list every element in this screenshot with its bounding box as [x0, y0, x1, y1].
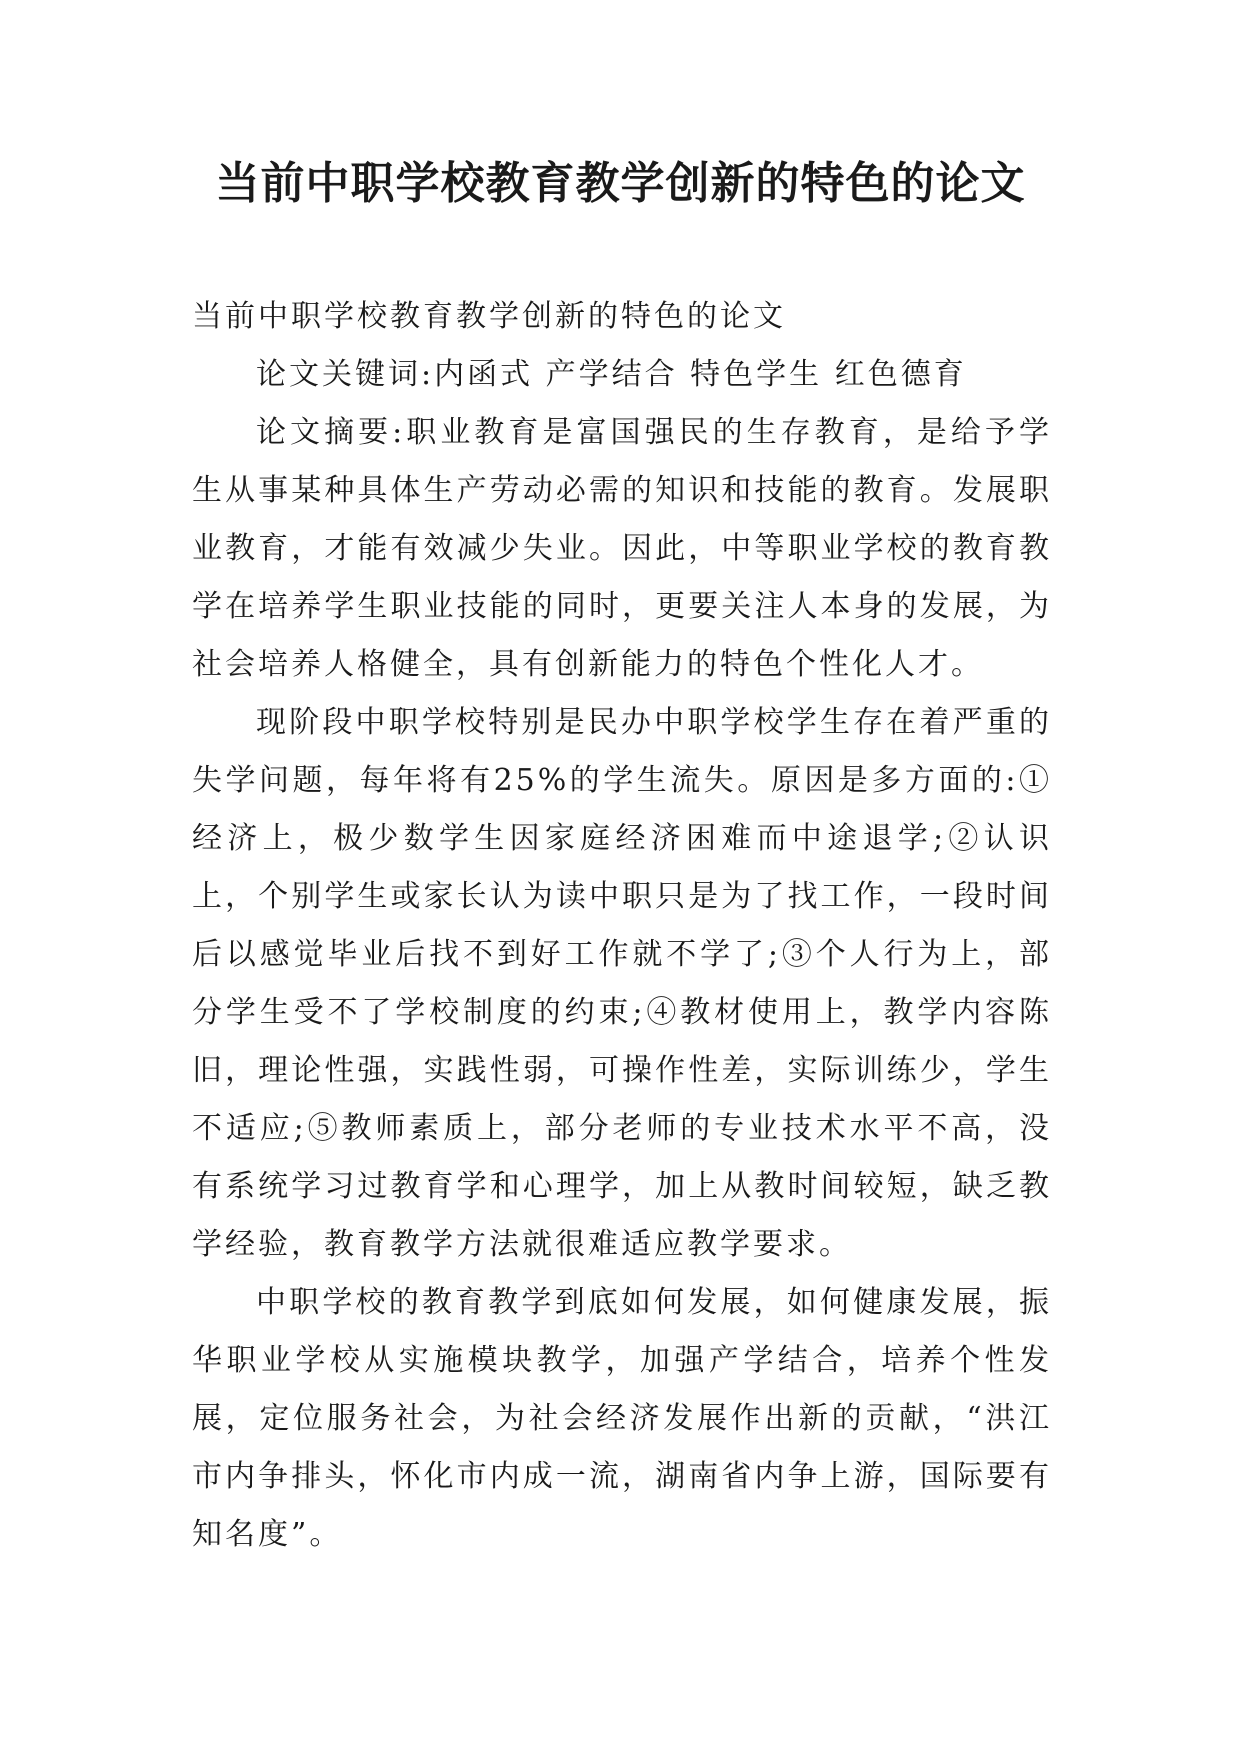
body-paragraph-1: 现阶段中职学校特别是民办中职学校学生存在着严重的失学问题，每年将有25%的学生流失。原因是多方面的:①经济上，极少数学生因家庭经济困难而中途退学;②认识上，个别学生或家长认为读中职只是为了找工作，一段时间后以感觉毕业后找不到好工作就不学了;③个人行为上，部分学生受不了学校制度的约束;④教材使用上，教学内容陈旧，理论性强，实践性弱，可操作性差，实际训练少，学生不适应;⑤教师素质上，部分老师的专业技术水平不高，没有系统学习过教育学和心理学，加上从教时间较短，缺乏教学经验，教育教学方法就很难适应教学要求。 — [192, 705, 1052, 1262]
keywords-paragraph: 论文关键词:内函式 产学结合 特色学生 红色德育 — [256, 357, 967, 392]
document-subtitle: 当前中职学校教育教学创新的特色的论文 — [192, 299, 786, 334]
document-body — [192, 288, 1052, 1564]
abstract-paragraph: 论文摘要:职业教育是富国强民的生存教育，是给予学生从事某种具体生产劳动必需的知识和技能的教育。发展职业教育，才能有效减少失业。因此，中等职业学校的教育教学在培养学生职业技能的同时，更要关注人本身的发展，为社会培养人格健全，具有创新能力的特色个性化人才。 — [192, 415, 1052, 682]
document-title: 当前中职学校教育教学创新的特色的论文 — [215, 158, 1026, 209]
body-paragraph-2: 中职学校的教育教学到底如何发展，如何健康发展，振华职业学校从实施模块教学，加强产学结合，培养个性发展，定位服务社会，为社会经济发展作出新的贡献，“洪江市内争排头，怀化市内成一流，湖南省内争上游，国际要有知名度”。 — [192, 1285, 1052, 1552]
